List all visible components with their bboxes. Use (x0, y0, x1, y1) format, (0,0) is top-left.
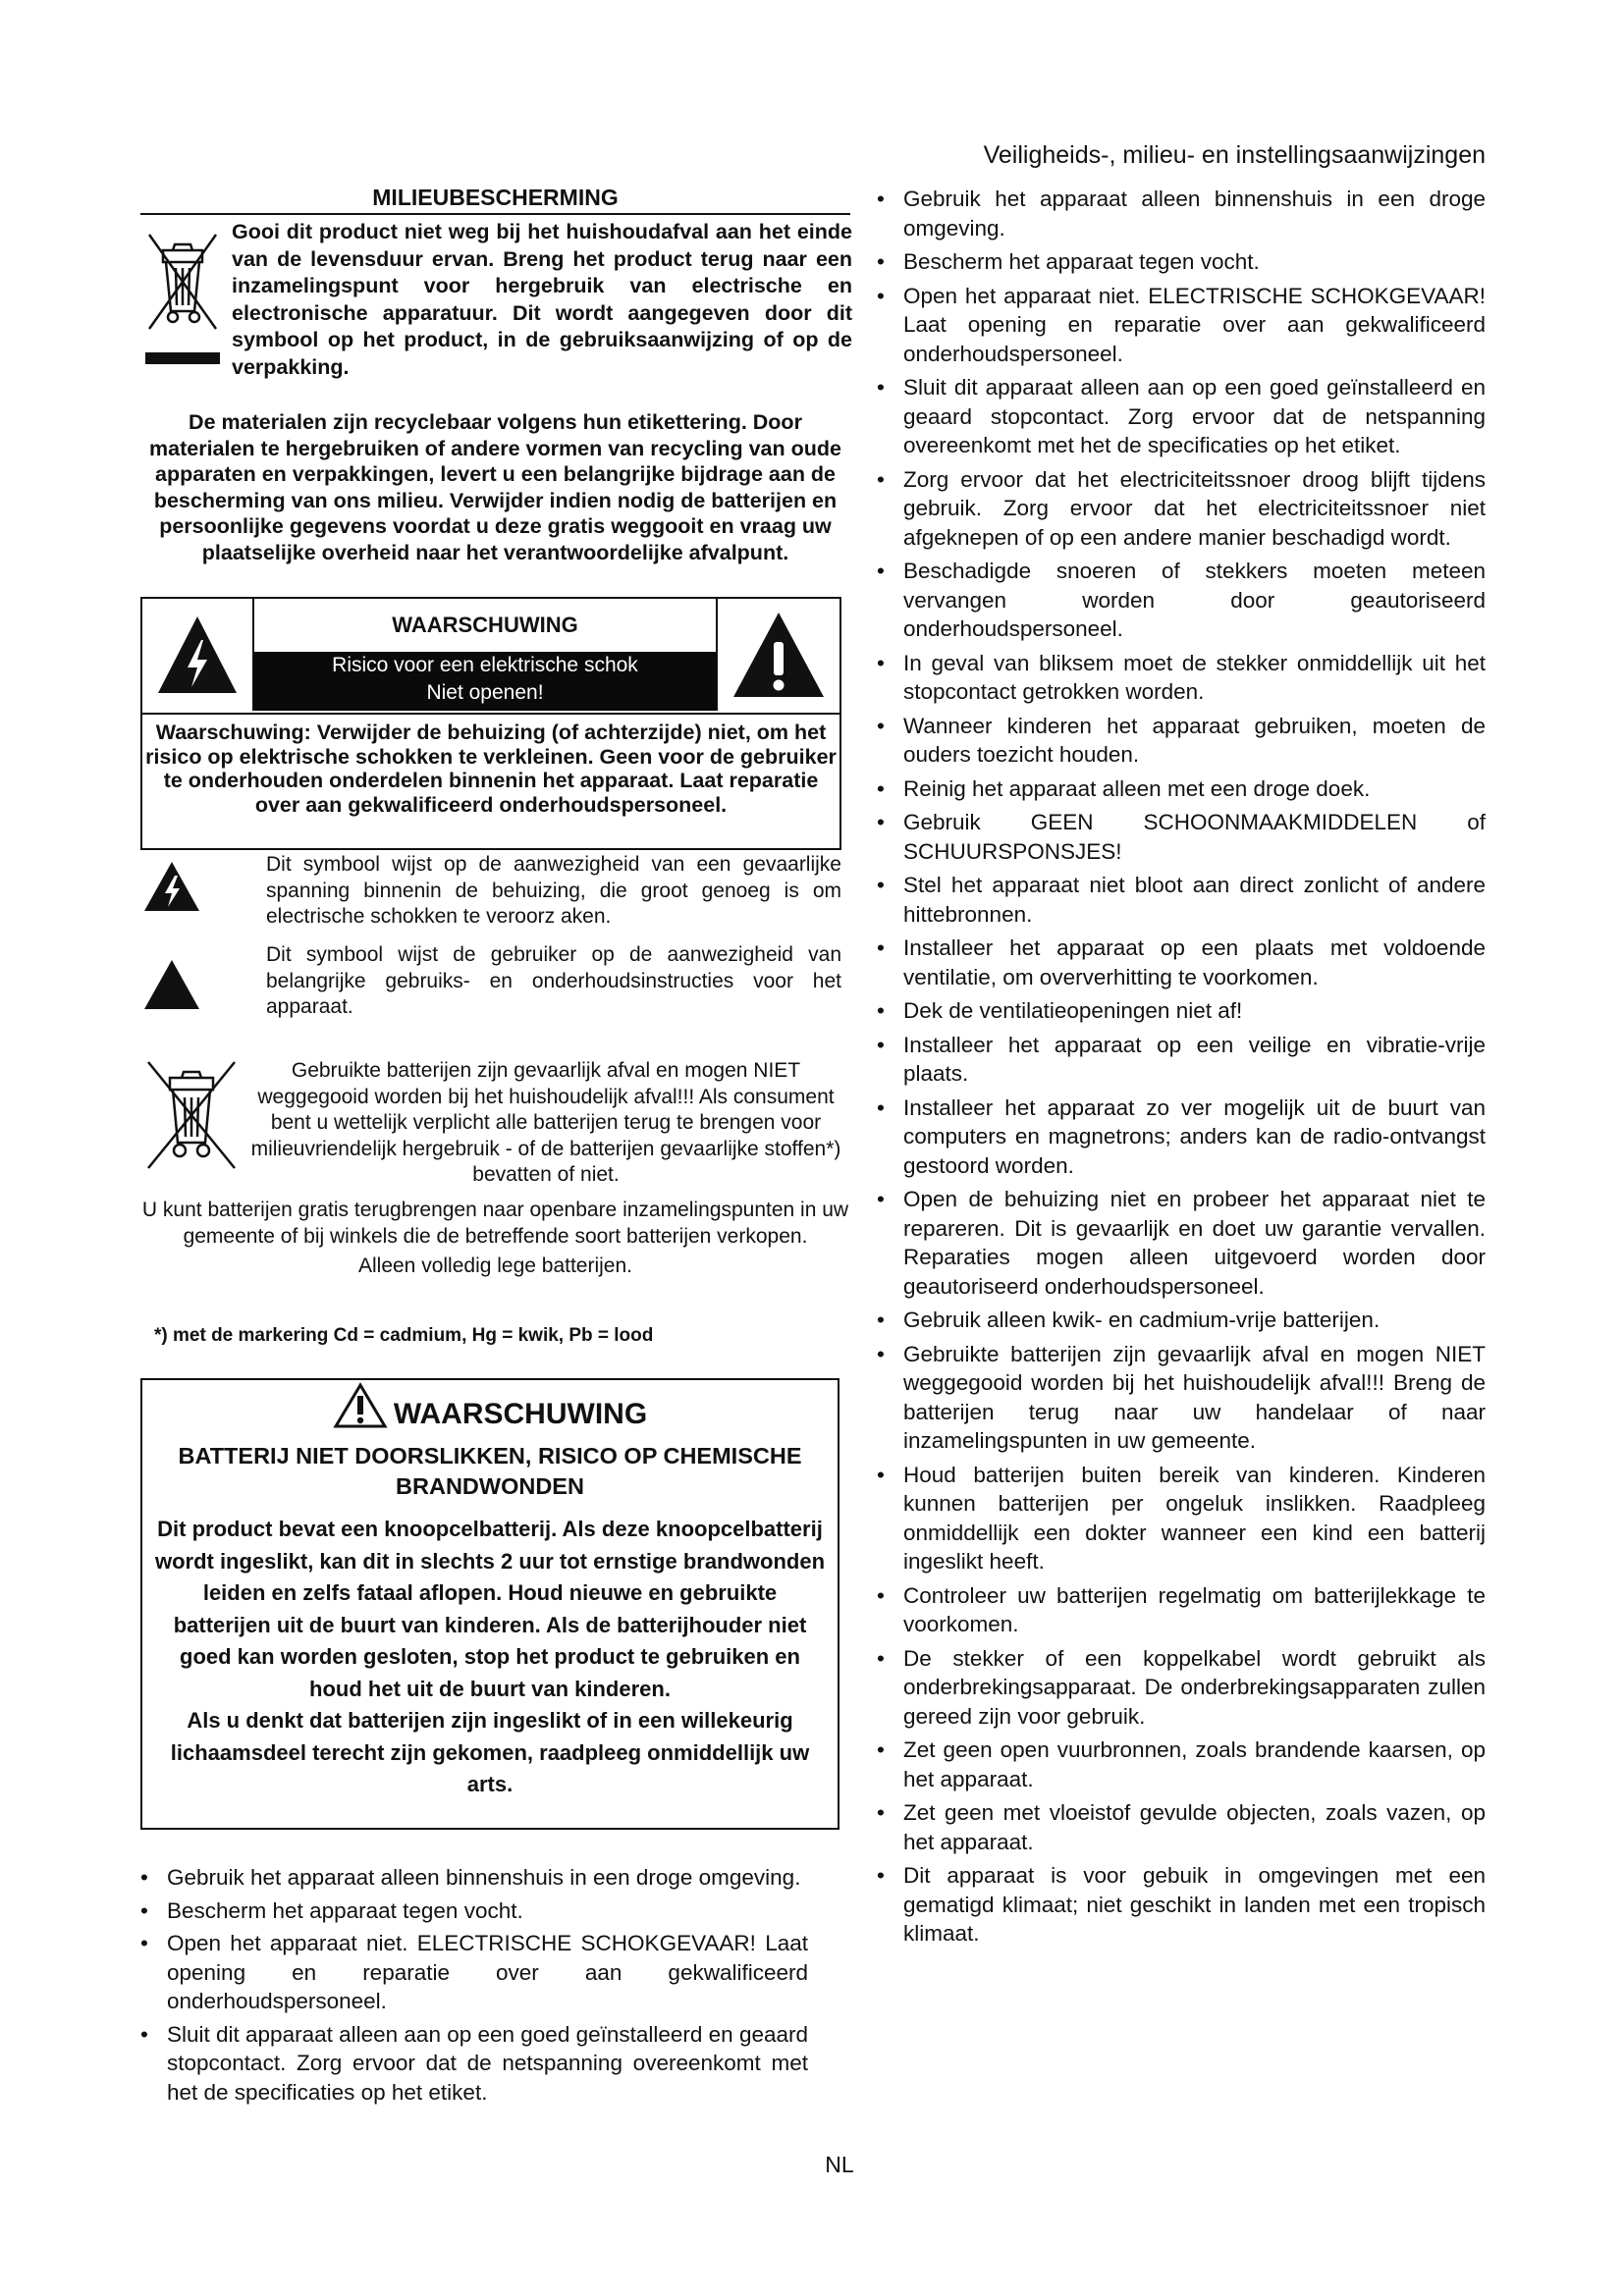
battery-empty-only: Alleen volledig lege batterijen. (357, 1255, 633, 1277)
list-item: • Controleer uw batterijen regelmatig om batterijlekkage te voorkomen. (877, 1581, 1486, 1639)
list-item: • Open het apparaat niet. ELECTRISCHE SCHOKGEVAAR! Laat opening en reparatie over aan gekwalificeerd onderhoudspersoneel. (877, 282, 1486, 369)
list-item: • Zet geen open vuurbronnen, zoals brandende kaarsen, op het apparaat. (877, 1735, 1486, 1793)
list-item: • Bescherm het apparaat tegen vocht. (140, 1896, 808, 1926)
lightning-triangle-icon (142, 599, 252, 711)
list-item: • Gebruik het apparaat alleen binnenshuis in een droge omgeving. (877, 185, 1486, 242)
list-item: • Installeer het apparaat op een veilige en vibratie-vrije plaats. (877, 1031, 1486, 1089)
left-safety-list (140, 1863, 808, 2110)
button-cell-warning-title: WAARSCHUWING (393, 1398, 648, 1430)
button-cell-warning-subtitle: BATTERIJ NIET DOORSLIKKEN, RISICO OP CHEMISCHE BRANDWONDEN (178, 1443, 802, 1499)
button-cell-warning-body (154, 1514, 826, 1801)
button-cell-warning-text: Dit product bevat een knoopcelbatterij. Als deze knoopcelbatterij wordt ingeslikt, kan dit in slechts 2 uur tot ernstige brandwonden leiden en zelfs fataal aflopen. Houd nieuwe en gebruikte batterijen uit de buurt van kinderen. Als de batterijhouder niet goed kan worden gesloten, stop het product te gebruiken en houd het uit de buurt van kinderen. (154, 1517, 826, 1701)
list-item: • Gebruik alleen kwik- en cadmium-vrije batterijen. (877, 1306, 1486, 1335)
list-item: • Dit apparaat is voor gebuik in omgevingen met een gematigd klimaat; niet geschikt in landen met een tropisch klimaat. (877, 1861, 1486, 1949)
list-item: • Sluit dit apparaat alleen aan op een goed geïnstalleerd en geaard stopcontact. Zorg ervoor dat de netspanning overeenkomt met het de specificaties op het etiket. (877, 373, 1486, 460)
list-item: • In geval van bliksem moet de stekker onmiddellijk uit het stopcontact getrokken worden. (877, 649, 1486, 707)
symbol-exclamation-text: Dit symbool wijst de gebruiker op de aanwezigheid van belangrijke gebruiks- en onderhoudsinstructies voor het apparaat. (266, 943, 841, 1018)
symbol-lightning-text: Dit symbool wijst op de aanwezigheid van een gevaarlijke spanning binnenin de behuizing, die groot genoeg is om electrische schokken te veroorz aken. (266, 853, 841, 928)
list-item: • Gebruikte batterijen zijn gevaarlijk afval en mogen NIET weggegooid worden bij het huishoudelijk afval!!! Breng de batterijen terug naar uw handelaar of naar inzamelingspunten in uw gemeente. (877, 1340, 1486, 1456)
battery-return-text (140, 1198, 850, 1280)
list-item: • Sluit dit apparaat alleen aan op een goed geïnstalleerd en geaard stopcontact. Zorg ervoor dat de netspanning overeenkomt met het de specificaties op het etiket. (140, 2020, 808, 2108)
exclamation-triangle-icon (142, 956, 201, 1011)
environment-recycling-text: De materialen zijn recyclebaar volgens hun etikettering. Door materialen te hergebruiken of andere vormen van recycling van oude apparaten en verpakkingen, levert u een belangrijke bijdrage aan de bescherming van ons milieu. Verwijder indien nodig de batterijen en persoonlijke gegevens voordat u deze gratis weggooit en vraag uw plaatselijke overheid naar het verantwoordelijke afvalpunt. (149, 410, 841, 564)
button-cell-swallow-text: Als u denkt dat batterijen zijn ingeslikt of in een willekeurig lichaamsdeel terecht zijn gekomen, raadpleeg onmiddellijk uw arts. (170, 1708, 810, 1796)
environment-lead-text: Gooi dit product niet weg bij het huishoudafval aan het einde van de levensduur ervan. Breng het product terug naar een inzamelingspunt voor hergebruik van electrische en electronische apparatuur. Dit wordt aangegeven door dit symbool op het product, in de gebruiksaanwijzing of op de verpakking. (232, 220, 852, 379)
list-item: • Reinig het apparaat alleen met een droge doek. (877, 774, 1486, 804)
warning-left-cell (142, 599, 254, 711)
battery-return-info: U kunt batterijen gratis terugbrengen naar openbare inzamelingspunten in uw gemeente of bij winkels die de betreffende soort batterijen verkopen. (141, 1199, 849, 1248)
list-item: • De stekker of een koppelkabel wordt gebruikt als onderbrekingsapparaat. De onderbrekingsapparaten zullen gereed zijn voor gebruik. (877, 1644, 1486, 1732)
do-not-open-line: Niet openen! (426, 681, 544, 704)
warning-right-cell (716, 599, 839, 711)
list-item: • Bescherm het apparaat tegen vocht. (877, 247, 1486, 277)
list-item: • Open het apparaat niet. ELECTRISCHE SCHOKGEVAAR! Laat opening en reparatie over aan gekwalificeerd onderhoudspersoneel. (140, 1929, 808, 2016)
electric-shock-warning-box (140, 597, 841, 850)
list-item: • Gebruik GEEN SCHOONMAAKMIDDELEN of SCHUURSPONSJES! (877, 808, 1486, 866)
list-item: • Dek de ventilatieopeningen niet af! (877, 996, 1486, 1026)
list-item: • Wanneer kinderen het apparaat gebruiken, moeten de ouders toezicht houden. (877, 712, 1486, 770)
symbol-explanation-exclamation (140, 942, 841, 1025)
list-item: • Gebruik het apparaat alleen binnenshuis in een droge omgeving. (140, 1863, 808, 1893)
shock-risk-line: Risico voor een elektrische schok (332, 654, 638, 676)
battery-hazard-text: Gebruikte batterijen zijn gevaarlijk afval en mogen NIET weggegooid worden bij het huishoudelijk afval!!! Als consument bent u wettelijk verplicht alle batterijen terug te brengen voor milieuvriendelijk hergebruik - of de batterijen gevaarlijke stoffen*) bevatten of niet. (250, 1059, 841, 1186)
symbol-explanation-lightning (140, 852, 841, 938)
battery-marking-note: *) met de markering Cd = cadmium, Hg = kwik, Pb = lood (154, 1325, 654, 1346)
warning-triangle-outline-icon (333, 1382, 388, 1429)
list-item: • Installeer het apparaat zo ver mogelijk uit de buurt van computers en magnetrons; anders kan de radio-ontvangst gestoord worden. (877, 1094, 1486, 1181)
button-cell-warning-heading (142, 1382, 838, 1431)
crossed-bin-icon (140, 1056, 243, 1174)
list-item: • Installeer het apparaat op een plaats met voldoende ventilatie, om oververhitting te voorkomen. (877, 934, 1486, 991)
list-item: • Houd batterijen buiten bereik van kinderen. Kinderen kunnen batterijen per ongeluk inslikken. Raadpleeg onmiddellijk een dokter wanneer een kind een batterij ingeslikt heeft. (877, 1461, 1486, 1576)
lightning-triangle-icon (142, 858, 201, 913)
shock-risk-banner (254, 652, 716, 711)
environment-title: MILIEUBESCHERMING (140, 185, 850, 215)
page-header-title: Veiligheids-, milieu- en instellingsaanwijzingen (983, 141, 1486, 169)
list-item: • Stel het apparaat niet bloot aan direct zonlicht of andere hittebronnen. (877, 871, 1486, 929)
exclamation-triangle-icon (718, 599, 839, 711)
warning-instructions: Waarschuwing: Verwijder de behuizing (of achterzijde) niet, om het risico op elektrische schokken te verkleinen. Geen voor de gebruiker te onderhouden onderdelen binnenin het apparaat. Laat reparatie over aan gekwalificeerd onderhoudspersoneel. (142, 713, 839, 817)
environment-section (140, 185, 850, 565)
button-cell-warning-box (140, 1378, 839, 1830)
list-item: • Zorg ervoor dat het electriciteitssnoer droog blijft tijdens gebruik. Zorg ervoor dat het electriciteitssnoer niet afgeknepen of op een andere manier beschadigd wordt. (877, 465, 1486, 553)
warning-title: WAARSCHUWING (392, 613, 578, 637)
list-item: • Open de behuizing niet en probeer het apparaat niet te repareren. Dit is gevaarlijk en doet uw garantie vervallen. Reparaties mogen alleen uitgevoerd worden door geautoriseerd onderhoudspersoneel. (877, 1185, 1486, 1301)
language-code: NL (825, 2152, 854, 2177)
crossed-bin-icon (143, 221, 222, 368)
list-item: • Beschadigde snoeren of stekkers moeten meteen vervangen worden door geautoriseerd onderhoudspersoneel. (877, 557, 1486, 644)
right-safety-list (877, 185, 1486, 1953)
list-item: • Zet geen met vloeistof gevulde objecten, zoals vazen, op het apparaat. (877, 1798, 1486, 1856)
